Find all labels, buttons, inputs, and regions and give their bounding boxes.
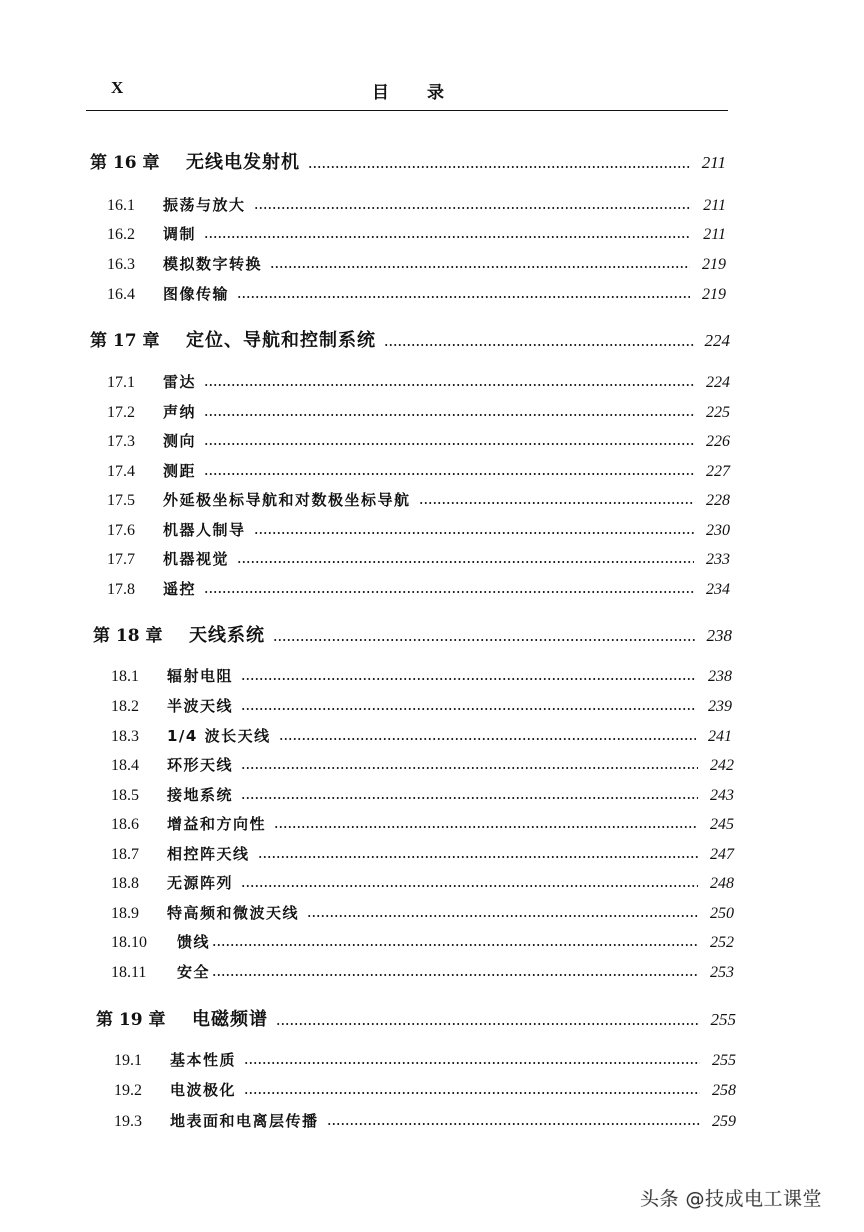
section-title: 机器视觉 [163, 550, 230, 568]
page-ref: 238 [708, 668, 732, 685]
section-number: 16.2 [107, 226, 135, 243]
chapter-title: 天线系统 [189, 625, 265, 646]
section-number: 16.1 [107, 197, 135, 214]
dot-leader [241, 707, 696, 711]
dot-leader [241, 766, 698, 770]
section-number: 18.5 [111, 787, 139, 804]
page-ref: 219 [702, 286, 726, 303]
section-number: 19.1 [114, 1052, 142, 1069]
dot-leader [384, 343, 694, 347]
toc-chapter-17[interactable] [90, 326, 730, 352]
section-title: 雷达 [163, 373, 197, 391]
toc-section[interactable] [111, 695, 732, 716]
toc-chapter-16[interactable] [90, 148, 726, 174]
section-title: 1/4 波长天线 [167, 727, 271, 745]
dot-leader [274, 825, 698, 829]
toc-section[interactable] [111, 843, 734, 864]
toc-section[interactable] [107, 460, 730, 481]
dot-leader [204, 383, 694, 387]
toc-section[interactable] [107, 430, 730, 451]
page-title: 目录 [372, 83, 482, 103]
toc-chapter-19[interactable] [96, 1005, 736, 1031]
dot-leader [241, 884, 698, 888]
dot-leader [244, 1061, 700, 1065]
section-title: 接地系统 [167, 786, 234, 804]
page-ref: 258 [712, 1082, 736, 1099]
section-title: 声纳 [163, 403, 197, 421]
toc-section[interactable] [111, 902, 734, 923]
page-ref: 243 [710, 787, 734, 804]
section-title: 图像传输 [163, 285, 230, 303]
page-ref: 226 [706, 433, 730, 450]
dot-leader [254, 206, 690, 210]
dot-leader [258, 855, 698, 859]
page-ref: 248 [710, 875, 734, 892]
section-number: 18.4 [111, 757, 139, 774]
section-number: 17.2 [107, 404, 135, 421]
dot-leader [273, 638, 696, 642]
page-ref: 233 [706, 551, 730, 568]
toc-section[interactable] [107, 519, 730, 540]
toc-section[interactable] [114, 1110, 736, 1131]
dot-leader [419, 501, 694, 505]
dot-leader [204, 442, 694, 446]
section-title: 无源阵列 [167, 874, 234, 892]
section-number: 19.2 [114, 1082, 142, 1099]
dot-leader [212, 943, 698, 947]
page-ref: 211 [703, 197, 726, 214]
section-title: 测距 [163, 462, 197, 480]
dot-leader [308, 165, 690, 169]
page-ref: 228 [706, 492, 730, 509]
header-divider [86, 110, 728, 111]
watermark: 头条 @技成电工课堂 [640, 1188, 823, 1210]
toc-section[interactable] [111, 813, 734, 834]
page-ref: 255 [710, 1010, 736, 1029]
page-ref: 238 [706, 626, 732, 645]
section-title: 半波天线 [167, 697, 234, 715]
toc-section[interactable] [107, 489, 730, 510]
page-ref: 252 [710, 934, 734, 951]
toc-section[interactable] [107, 283, 726, 304]
toc-section[interactable] [107, 194, 726, 215]
section-number: 18.11 [111, 964, 147, 981]
section-number: 17.6 [107, 522, 135, 539]
section-title: 机器人制导 [163, 521, 246, 539]
dot-leader [307, 914, 698, 918]
section-title: 模拟数字转换 [163, 255, 263, 273]
page-ref: 225 [706, 404, 730, 421]
page-ref: 241 [708, 728, 732, 745]
section-title: 振荡与放大 [163, 196, 246, 214]
dot-leader [327, 1122, 700, 1126]
chapter-number: 第 18 章 [93, 626, 163, 646]
page-ref: 247 [710, 846, 734, 863]
section-number: 18.3 [111, 728, 139, 745]
section-title: 电波极化 [170, 1081, 237, 1099]
section-title: 基本性质 [170, 1051, 237, 1069]
dot-leader [237, 295, 690, 299]
chapter-number: 第 19 章 [96, 1010, 166, 1030]
section-title: 外延极坐标导航和对数极坐标导航 [163, 491, 411, 509]
toc-section[interactable] [111, 725, 732, 746]
section-title: 遥控 [163, 580, 197, 598]
dot-leader [244, 1091, 700, 1095]
chapter-title: 定位、导航和控制系统 [186, 330, 376, 351]
dot-leader [204, 413, 694, 417]
section-number: 16.3 [107, 256, 135, 273]
toc-section[interactable] [107, 223, 726, 244]
dot-leader [204, 472, 694, 476]
page-ref: 224 [706, 374, 730, 391]
section-title: 调制 [163, 225, 197, 243]
dot-leader [204, 235, 690, 239]
toc-section[interactable] [107, 371, 730, 392]
toc-section[interactable] [107, 401, 730, 422]
chapter-number: 第 16 章 [90, 153, 160, 173]
section-number: 17.8 [107, 581, 135, 598]
page-ref: 219 [702, 256, 726, 273]
dot-leader [279, 737, 696, 741]
dot-leader [237, 560, 694, 564]
section-number: 18.8 [111, 875, 139, 892]
dot-leader [241, 796, 698, 800]
section-number: 17.1 [107, 374, 135, 391]
page-ref: 245 [710, 816, 734, 833]
dot-leader [270, 265, 690, 269]
section-title: 安全 [177, 963, 211, 981]
toc-section[interactable] [111, 872, 734, 893]
page-ref: 250 [710, 905, 734, 922]
toc-section[interactable] [114, 1079, 736, 1100]
section-number: 17.4 [107, 463, 135, 480]
toc-section[interactable] [111, 784, 734, 805]
dot-leader [254, 531, 694, 535]
toc-section[interactable] [114, 1049, 736, 1070]
page-header [86, 76, 728, 106]
page-ref: 234 [706, 581, 730, 598]
page-ref: 239 [708, 698, 732, 715]
section-title: 环形天线 [167, 756, 234, 774]
section-number: 17.7 [107, 551, 135, 568]
toc-chapter-18[interactable] [93, 621, 732, 647]
page-number: X [111, 78, 124, 97]
page-ref: 211 [701, 153, 726, 172]
dot-leader [276, 1022, 700, 1026]
section-number: 19.3 [114, 1113, 142, 1130]
toc-section[interactable] [111, 931, 734, 952]
toc-section[interactable] [107, 548, 730, 569]
section-title: 辐射电阻 [167, 667, 234, 685]
section-title: 相控阵天线 [167, 845, 250, 863]
chapter-title: 电磁频谱 [192, 1009, 268, 1030]
page-ref: 211 [703, 226, 726, 243]
section-number: 17.3 [107, 433, 135, 450]
section-number: 18.1 [111, 668, 139, 685]
section-title: 特高频和微波天线 [167, 904, 300, 922]
toc-section[interactable] [107, 578, 730, 599]
page-ref: 224 [704, 331, 730, 350]
section-number: 17.5 [107, 492, 135, 509]
chapter-title: 无线电发射机 [186, 152, 300, 173]
page-ref: 255 [712, 1052, 736, 1069]
section-number: 18.6 [111, 816, 139, 833]
dot-leader [241, 677, 696, 681]
page-ref: 242 [710, 757, 734, 774]
section-number: 18.2 [111, 698, 139, 715]
page-ref: 259 [712, 1113, 736, 1130]
section-title: 增益和方向性 [167, 815, 267, 833]
dot-leader [212, 973, 698, 977]
section-number: 18.10 [111, 934, 147, 951]
toc-section[interactable] [107, 253, 726, 274]
page-ref: 227 [706, 463, 730, 480]
page-ref: 253 [710, 964, 734, 981]
section-number: 18.7 [111, 846, 139, 863]
section-title: 地表面和电离层传播 [170, 1112, 319, 1130]
chapter-number: 第 17 章 [90, 331, 160, 351]
section-number: 18.9 [111, 905, 139, 922]
section-number: 16.4 [107, 286, 135, 303]
toc-section[interactable] [111, 961, 734, 982]
page-ref: 230 [706, 522, 730, 539]
toc-section[interactable] [111, 665, 732, 686]
section-title: 馈线 [177, 933, 211, 951]
toc-section[interactable] [111, 754, 734, 775]
section-title: 测向 [163, 432, 197, 450]
dot-leader [204, 590, 694, 594]
